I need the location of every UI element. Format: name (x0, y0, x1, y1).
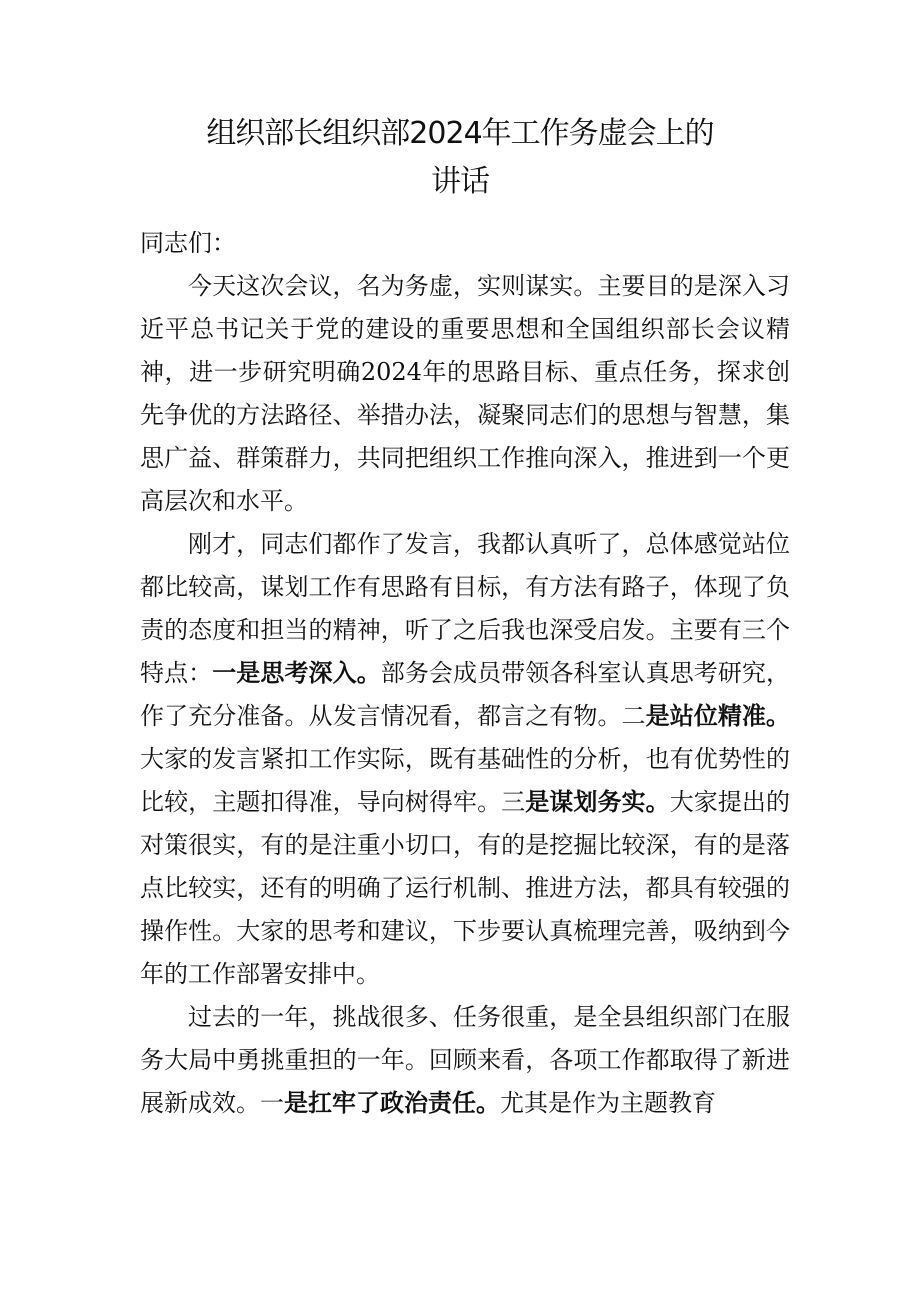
document-body (140, 222, 790, 1125)
paragraph-2-text-c3: 大家提出的对策很实，有的是注重小切口，有的是挖掘比较深，有的是落点比较实，还有的明确了运行机制、推进方法，都具有较强的操作性。大家的思考和建议，下步要认真梳理完善，吸纳到今年的工作部署安排中。 (140, 788, 791, 988)
paragraph-3-bold-1: 是扛牢了政治责任。 (284, 1089, 500, 1117)
paragraph-2-bold-2: 是站位精准。 (645, 702, 791, 730)
title-line-1: 组织部长组织部2024年工作务虚会上的 (206, 116, 714, 151)
paragraph-2-text-a: 刚才，同志们都作了发言，我都认真听了，总体感觉站位都比较高，谋划工作有思路有目标，有方法有路子，体现了负责的态度和担当的精神，听了之后我也深受启发。主要有三个特点： (140, 530, 790, 687)
paragraph-2-bold-3: 是谋划务实。 (525, 788, 670, 816)
paragraph-2-bold-1: 一是思考深入。 (212, 659, 381, 687)
document-title (130, 110, 790, 206)
paragraph-3-text-a: 过去的一年，挑战很多、任务很重，是全县组织部门在服务大局中勇挑重担的一年。回顾来看，各项工作都取得了新进展新成效。一 (140, 1003, 790, 1117)
paragraph-3-text-c1: 尤其是作为主题教育 (500, 1089, 716, 1117)
paragraph-2-text-c2: 大家的发言紧扣工作实际，既有基础性的分析，也有优势性的比较，主题扣得准，导向树得牢。三 (140, 745, 790, 816)
salutation: 同志们： (140, 229, 236, 257)
paragraph-2 (140, 523, 790, 996)
title-line-2: 讲话 (431, 164, 489, 199)
paragraph-2-text-c1: 部务会成员带领各科室认真思考研究，作了充分准备。从发言情况看，都言之有物。二 (140, 659, 791, 730)
paragraph-1: 今天这次会议，名为务虚，实则谋实。主要目的是深入习近平总书记关于党的建设的重要思想和全国组织部长会议精神，进一步研究明确2024年的思路目标、重点任务，探求创先争优的方法路径、举措办法，凝聚同志们的思想与智慧，集思广益、群策群力，共同把组织工作推向深入，推进到一个更高层次和水平。 (140, 272, 790, 515)
paragraph-3 (140, 996, 790, 1125)
